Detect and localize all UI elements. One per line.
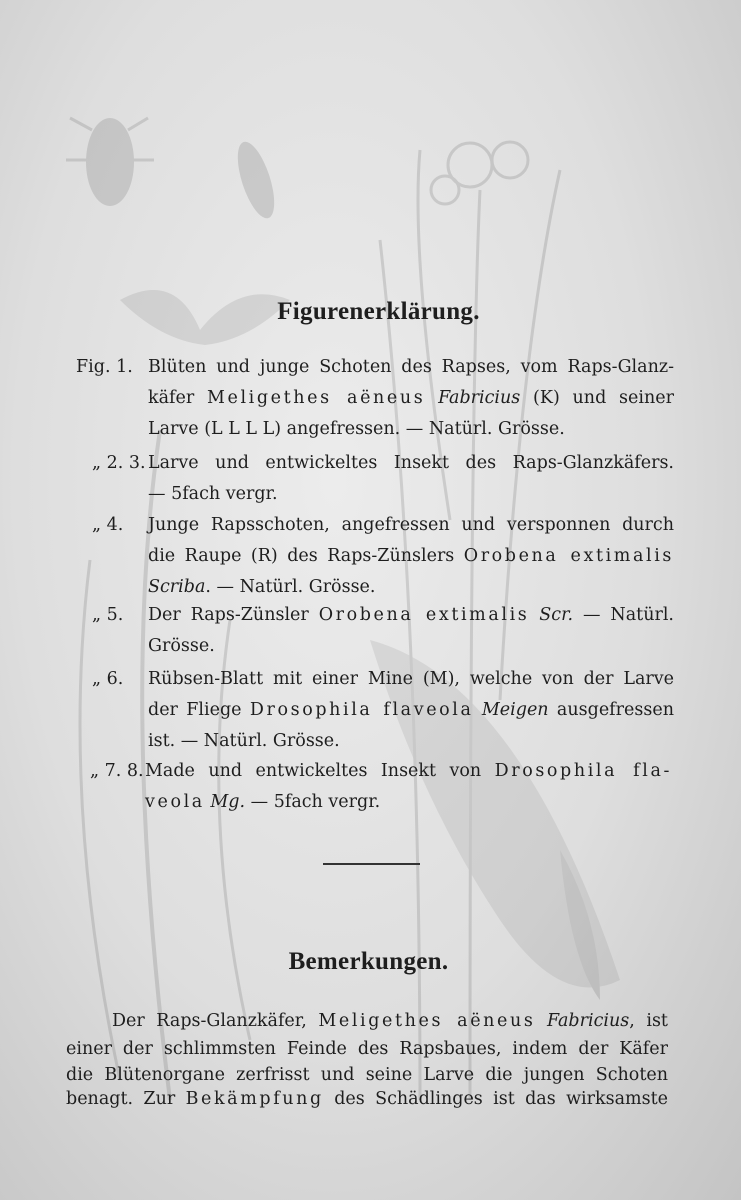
figure-number: „ 6. (92, 669, 124, 689)
author-name: Mg. (210, 792, 246, 812)
author-name: Scriba (148, 577, 206, 597)
species-name: Meligethes aëneus (207, 388, 426, 408)
text-run: , ist (629, 1011, 668, 1031)
section-divider (323, 863, 420, 865)
text-run: der Fliege (148, 700, 250, 720)
text-run: einer der schlimmsten Feinde des Rapsbaues, indem der Käfer (66, 1039, 668, 1059)
remarks-line (66, 1084, 668, 1115)
figure-text-line (148, 695, 674, 726)
text-run: Rübsen-Blatt mit einer Mine (M), welche von der Larve (148, 669, 674, 689)
author-name: Fabricius (547, 1011, 630, 1031)
beetle-illustration (86, 118, 134, 206)
text-run: Made und entwickeltes Insekt von (145, 761, 495, 781)
figure-number: „ 2. 3. (92, 453, 146, 473)
figure-number: „ 7. 8. (90, 761, 144, 781)
figure-number: Fig. 1. (76, 357, 133, 377)
text-run: Grösse. (148, 636, 215, 656)
figure-text-line (148, 541, 674, 572)
text-run: — Natürl. (573, 605, 674, 625)
figure-text-line (148, 510, 674, 541)
text-run: käfer (148, 388, 207, 408)
author-name: Scr. (539, 605, 574, 625)
figure-text-line (145, 756, 672, 787)
figure-text-line (148, 448, 674, 479)
figure-text-line (148, 726, 674, 757)
text-run (474, 700, 482, 720)
figure-number: „ 5. (92, 605, 124, 625)
larva-illustration (230, 138, 281, 223)
figure-text-line (148, 383, 674, 414)
figure-text-line (148, 600, 674, 631)
species-name: Orobena extimalis (463, 546, 674, 566)
text-run: die Raupe (R) des Raps-Zünslers (148, 546, 464, 566)
figure-number: „ 4. (92, 515, 124, 535)
text-run: — 5fach vergr. (148, 484, 278, 504)
author-name: Meigen (481, 700, 549, 720)
species-name: Orobena extimalis (318, 605, 530, 625)
figure-text-line (148, 572, 674, 603)
text-run: Der Raps-Glanzkäfer, (112, 1011, 319, 1031)
text-run (535, 1011, 547, 1031)
species-name: Drosophila flaveola (249, 700, 474, 720)
text-run: die Blütenorgane zerfrisst und seine Larve die jungen Schoten (66, 1065, 668, 1085)
figure-text-line (145, 787, 672, 818)
figure-text-line (148, 664, 674, 695)
species-name: Drosophila fla- (494, 761, 672, 781)
species-name: Bekämpfung (185, 1089, 324, 1109)
heading-figure-legend: Figurenerklärung. (277, 298, 480, 325)
figure-text-line (148, 352, 674, 383)
text-run: des Schädlinges ist das wirksamste (323, 1089, 668, 1109)
species-name: Meligethes aëneus (318, 1011, 536, 1031)
text-run (529, 605, 539, 625)
text-run (425, 388, 438, 408)
text-run: Der Raps-Zünsler (148, 605, 319, 625)
text-run: Junge Rapsschoten, angefressen und versponnen durch (148, 515, 674, 535)
species-name: veola (145, 792, 205, 812)
text-run: Blüten und junge Schoten des Rapses, vom Raps-Glanz- (148, 357, 674, 377)
figure-text-line (148, 479, 674, 510)
author-name: Fabricius (438, 388, 521, 408)
text-run: Larve (L L L L) angefressen. — Natürl. Grösse. (148, 419, 565, 439)
text-run: ausgefressen (548, 700, 674, 720)
remarks-line (112, 1006, 668, 1037)
text-run: (K) und seiner (520, 388, 674, 408)
text-run: — 5fach vergr. (245, 792, 381, 812)
text-run: ist. — Natürl. Grösse. (148, 731, 340, 751)
heading-remarks: Bemerkungen. (288, 948, 449, 975)
text-run: . — Natürl. Grösse. (205, 577, 376, 597)
figure-text-line (148, 631, 674, 662)
text-run: Larve und entwickeltes Insekt des Raps-Glanzkäfers. (148, 453, 674, 473)
figure-text-line (148, 414, 674, 445)
text-run: benagt. Zur (66, 1089, 186, 1109)
